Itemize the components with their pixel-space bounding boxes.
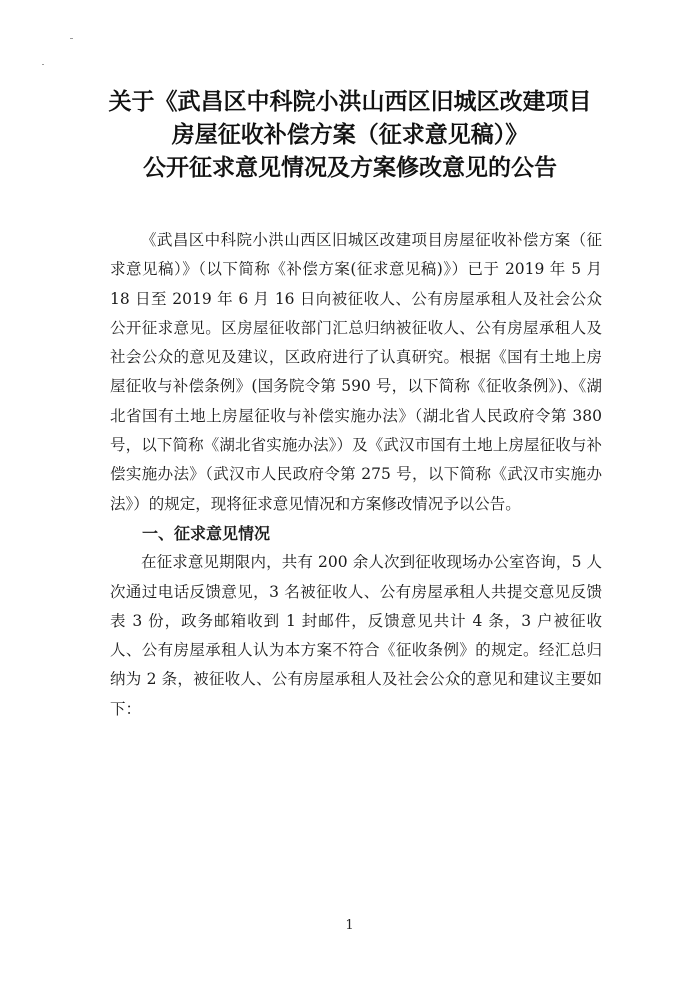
intro-paragraph: 《武昌区中科院小洪山西区旧城区改建项目房屋征收补偿方案（征求意见稿）》（以下简称《补偿方案(征求意见稿)》）已于 2019 年 5 月 18 日至 2019 年 6 月 16 日向被征收人、公有房屋承租人及社会公众公开征求意见。区房屋征收部门汇总归纳被征收人、公有房屋承租人及社会公众的意见及建议，区政府进行了认真研究。根据《国有土地上房屋征收与补偿条例》(国务院令第 590 号，以下简称《征收条例》)、《湖北省国有土地上房屋征收与补偿实施办法》（湖北省人民政府令第 380 号，以下简称《湖北省实施办法》）及《武汉市国有土地上房屋征收与补偿实施办法》（武汉市人民政府令第 275 号，以下简称《武汉市实施办法》）的规定，现将征求意见情况和方案修改情况予以公告。 [110,231,602,513]
opinion-summary-paragraph: 在征求意见期限内，共有 200 余人次到征收现场办公室咨询，5 人次通过电话反馈意见，3 名被征收人、公有房屋承租人共提交意见反馈表 3 份，政务邮箱收到 1 封邮件，反馈意见共计 4 条，3 户被征收人、公有房屋承租人认为本方案不符合《征收条例》的规定。经汇总归纳为 2 条，被征收人、公有房屋承租人及社会公众的意见和建议主要如下： [110,553,602,718]
section-heading: 一、征求意见情况 [142,523,271,543]
scan-speck [70,38,73,39]
document-body [110,226,602,724]
document-title [60,86,640,185]
page-number: 1 [345,918,354,933]
scan-speck [42,64,44,65]
title-line-2: 房屋征收补偿方案（征求意见稿）》 [171,122,529,148]
title-line-3: 公开征求意见情况及方案修改意见的公告 [143,155,557,181]
title-line-1: 关于《武昌区中科院小洪山西区旧城区改建项目 [108,89,592,115]
